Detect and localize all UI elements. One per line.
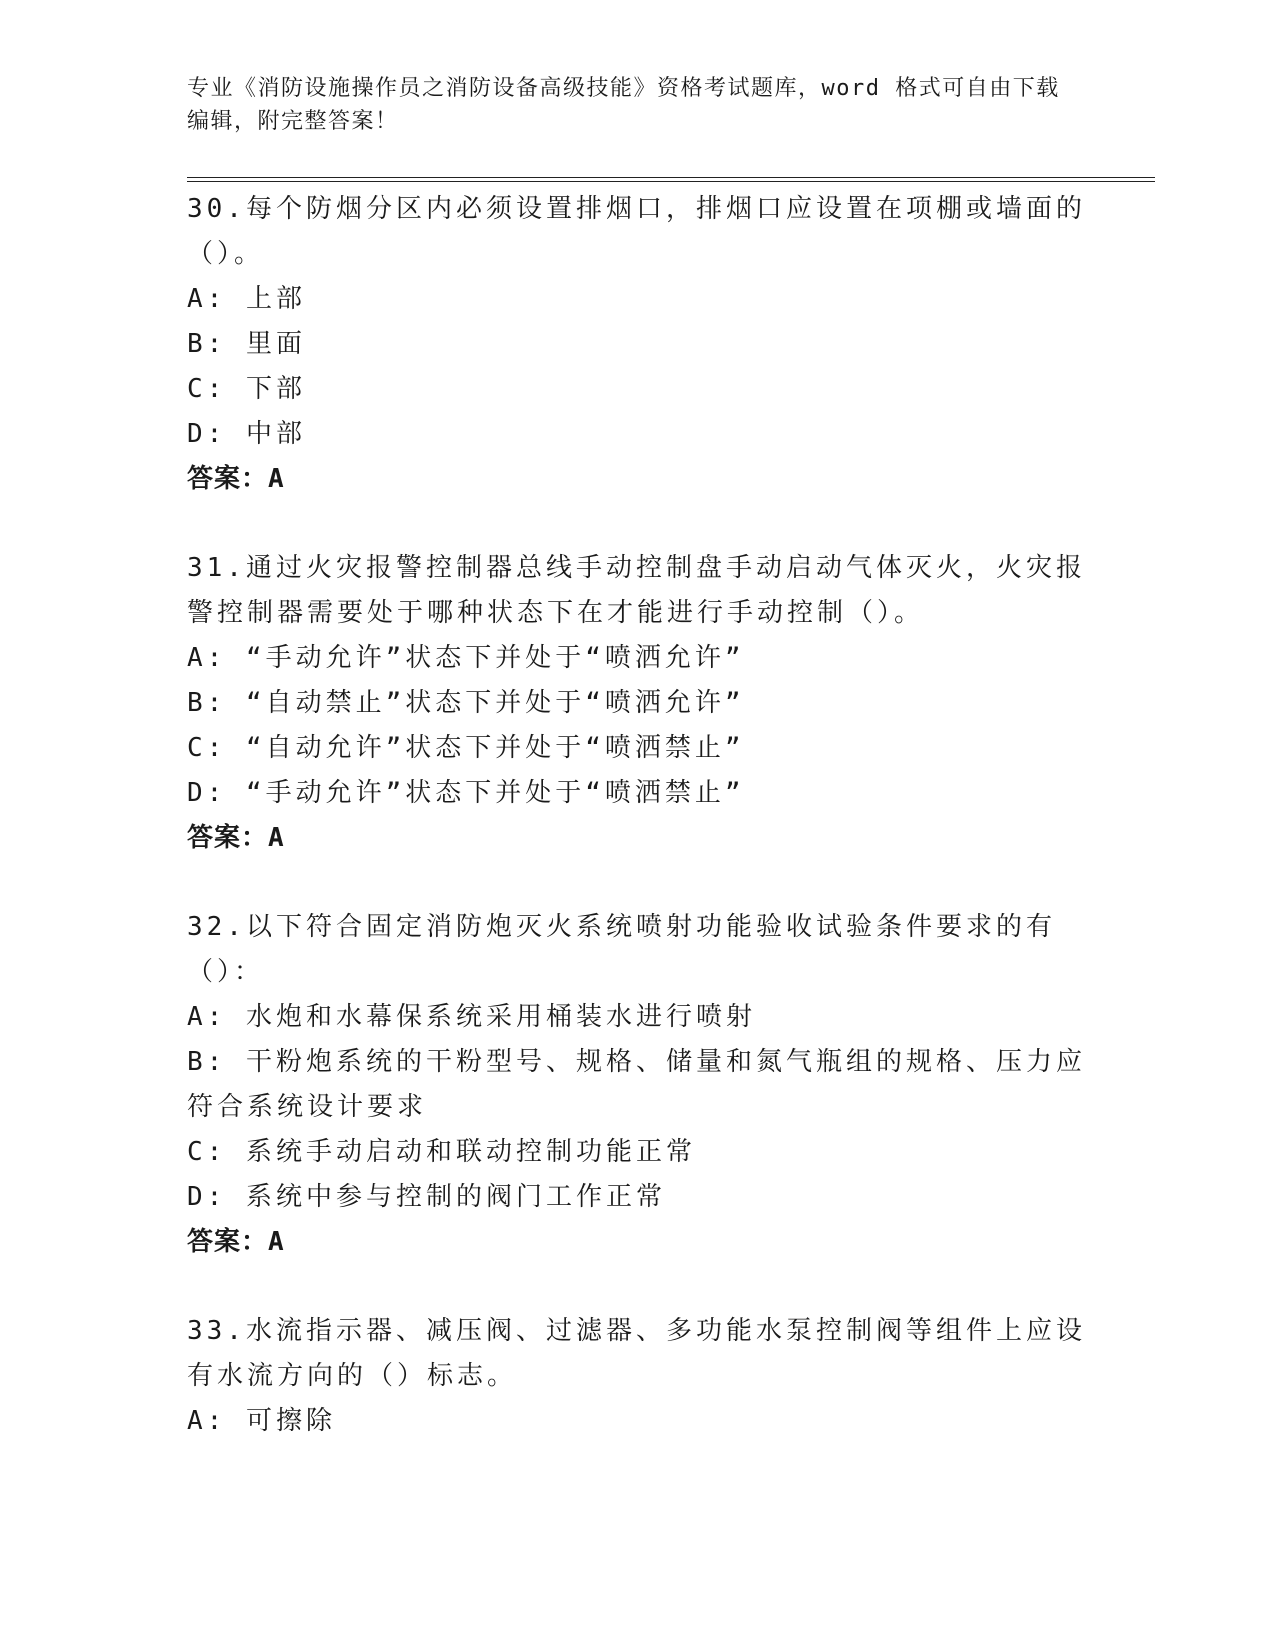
question-stem: 32.以下符合固定消防炮灭火系统喷射功能验收试验条件要求的有（）： (187, 912, 1056, 987)
question-30 (187, 187, 1087, 502)
question-stem: 30.每个防烟分区内必须设置排烟口，排烟口应设置在项棚或墙面的（）。 (187, 194, 1086, 269)
question-31 (187, 546, 1087, 861)
option-b: B: “自动禁止”状态下并处于“喷洒允许” (187, 688, 745, 718)
question-stem: 31.通过火灾报警控制器总线手动控制盘手动启动气体灭火，火灾报警控制器需要处于哪种状态下在才能进行手动控制（）。 (187, 553, 1086, 628)
question-32 (187, 905, 1087, 1265)
answer-label: 答案：A (187, 1227, 285, 1257)
option-b: B: 干粉炮系统的干粉型号、规格、储量和氮气瓶组的规格、压力应符合系统设计要求 (187, 1047, 1086, 1122)
option-d: D: 中部 (187, 419, 306, 449)
header-description: 专业《消防设施操作员之消防设备高级技能》资格考试题库，word 格式可自由下载编辑，附完整答案！ (187, 76, 1060, 134)
option-a: A: 可擦除 (187, 1406, 336, 1436)
option-c: C: “自动允许”状态下并处于“喷洒禁止” (187, 733, 745, 763)
option-c: C: 下部 (187, 374, 306, 404)
option-a: A: 水炮和水幕保系统采用桶装水进行喷射 (187, 1002, 756, 1032)
option-a: A: 上部 (187, 284, 306, 314)
header-rule-top (187, 177, 1155, 178)
option-a: A: “手动允许”状态下并处于“喷洒允许” (187, 643, 745, 673)
answer-label: 答案：A (187, 464, 285, 494)
question-stem: 33.水流指示器、减压阀、过滤器、多功能水泵控制阀等组件上应设有水流方向的（）标志。 (187, 1316, 1086, 1391)
header-rule-bottom (187, 181, 1155, 182)
option-c: C: 系统手动启动和联动控制功能正常 (187, 1137, 696, 1167)
option-b: B: 里面 (187, 329, 306, 359)
option-d: D: 系统中参与控制的阀门工作正常 (187, 1182, 666, 1212)
answer-label: 答案：A (187, 823, 285, 853)
option-d: D: “手动允许”状态下并处于“喷洒禁止” (187, 778, 745, 808)
question-list (187, 187, 1087, 1488)
question-33 (187, 1309, 1087, 1444)
